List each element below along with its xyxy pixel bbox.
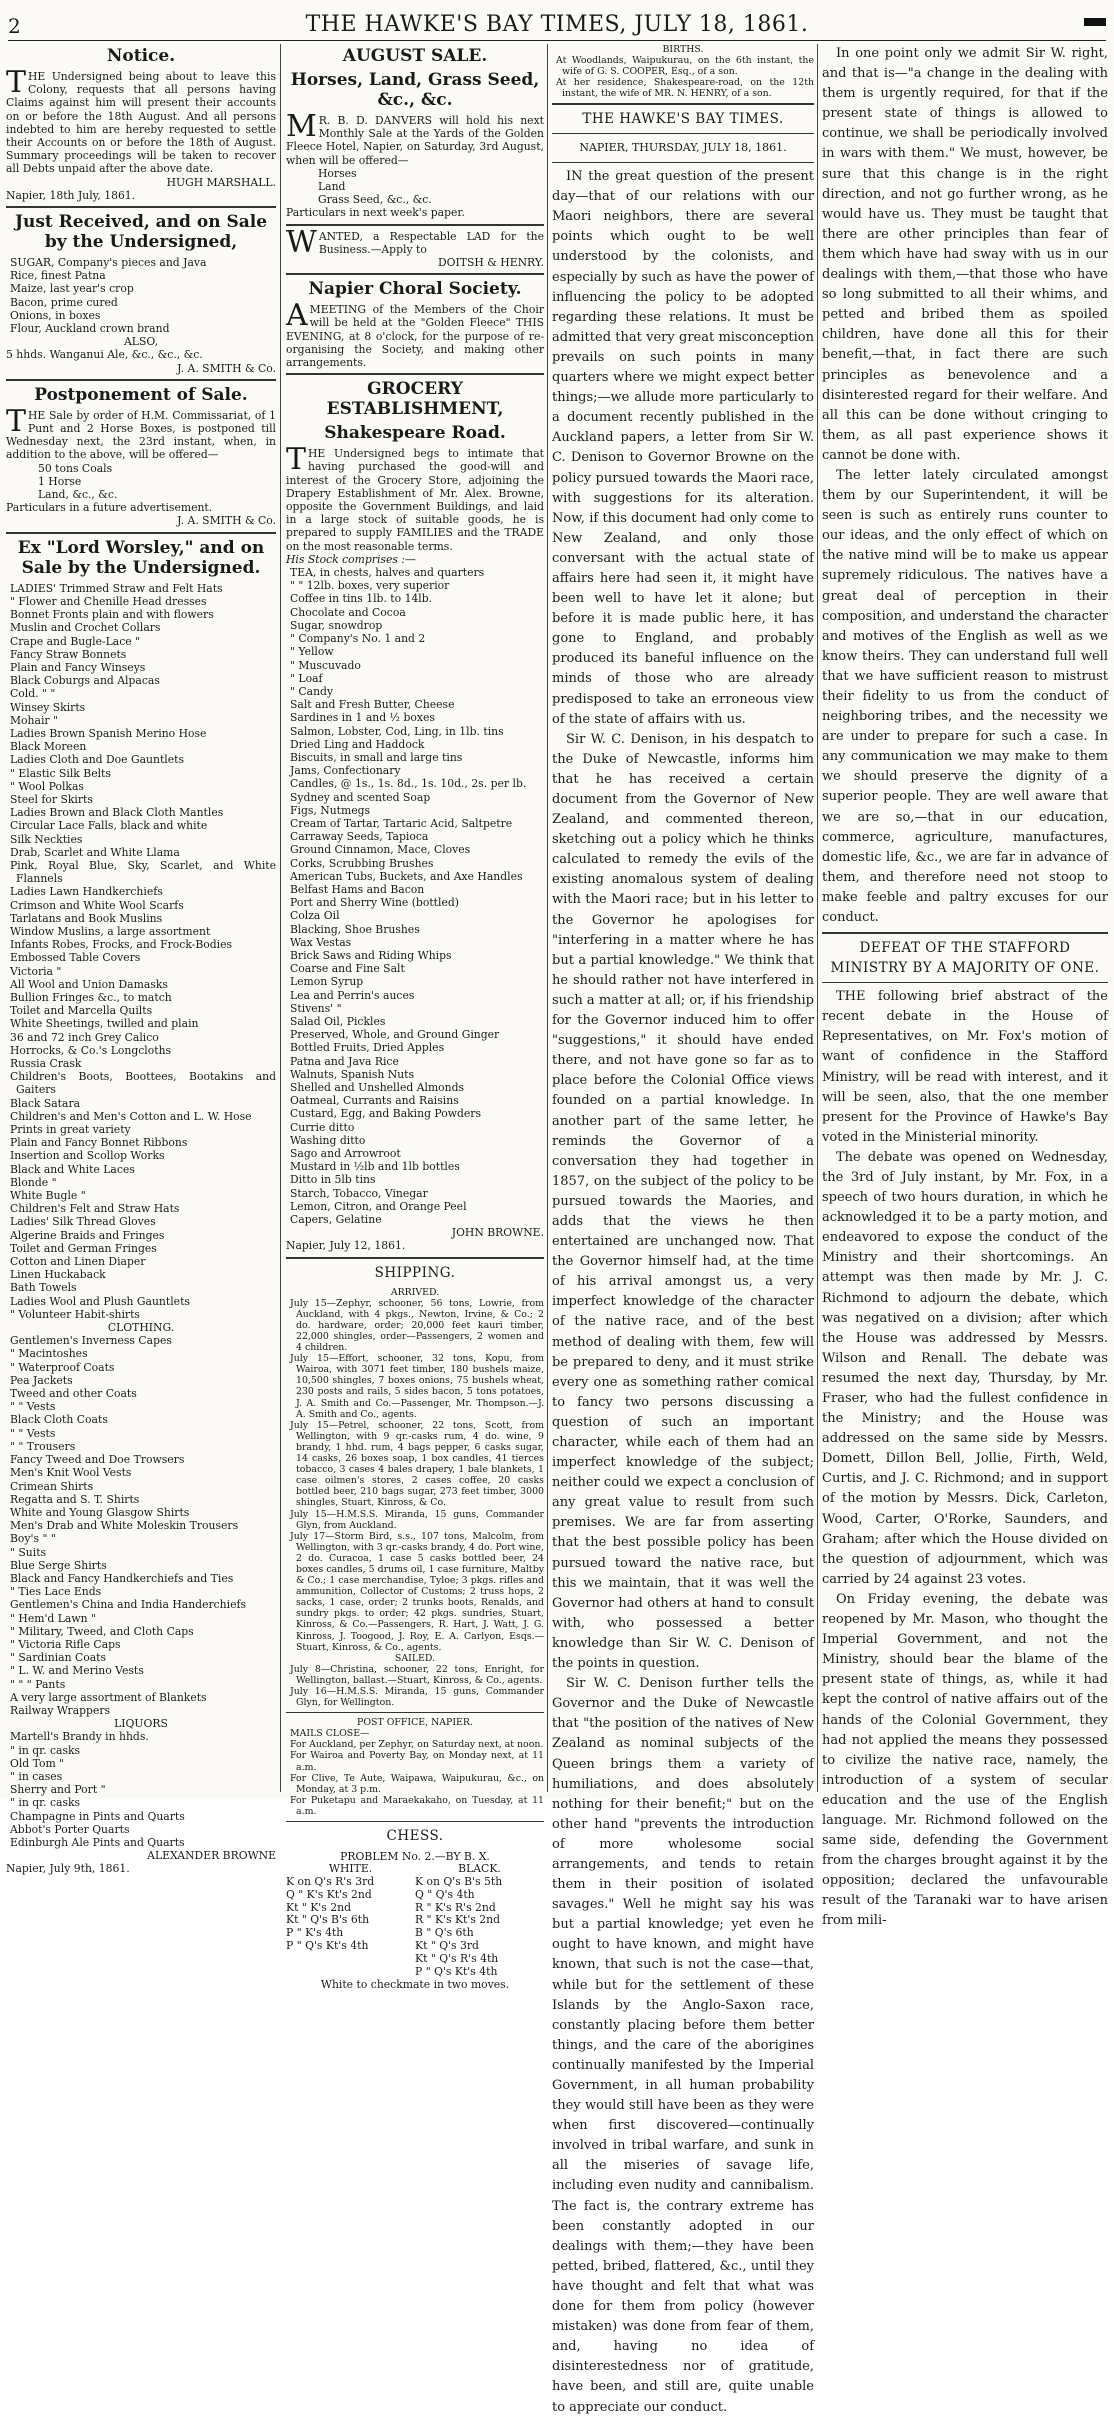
list-item: Figs, Nutmegs (290, 803, 371, 817)
list-item: Mustard in ½lb and 1lb bottles (290, 1160, 460, 1174)
list-item: " Victoria Rifle Caps (10, 1637, 121, 1651)
list-item: Ladies Brown and Black Cloth Mantles (10, 806, 224, 820)
postponement-ad (6, 385, 276, 528)
list-item: Muslin and Crochet Collars (10, 621, 161, 635)
list-item: Coffee in tins 1lb. to 14lb. (290, 592, 433, 606)
postponement-footer: Particulars in a future advertisement. (6, 501, 213, 515)
chess-black-piece: P " Q's Kt's 4th (415, 1964, 498, 1978)
chess-white-piece: P " K's 4th (286, 1926, 344, 1940)
list-item: Winsey Skirts (10, 700, 86, 714)
newspaper-title: THE HAWKE'S BAY TIMES, JULY 18, 1861. (305, 12, 809, 37)
page-number: 2 (8, 14, 21, 38)
editorial-dateline: NAPIER, THURSDAY, JULY 18, 1861. (579, 141, 787, 154)
just-received-heading: Just Received, and on Sale by the Undersigned, (14, 212, 268, 253)
list-item: Fancy Tweed and Doe Trowsers (10, 1453, 185, 1467)
divider (6, 532, 276, 534)
divider (286, 224, 544, 226)
list-item: Bottled Fruits, Dried Apples (290, 1041, 445, 1055)
list-item: 50 tons Coals (38, 461, 113, 475)
list-item: A very large assortment of Blankets (10, 1690, 207, 1704)
list-item: Sherry and Port " (10, 1783, 106, 1797)
list-item: " Sardinian Coats (10, 1651, 107, 1665)
list-item: Ladies Lawn Handkerchiefs (10, 885, 163, 899)
chess-move-row (286, 1876, 544, 1889)
list-item: Starch, Tobacco, Vinegar (290, 1186, 428, 1200)
column-divider (547, 44, 548, 1792)
list-item: Cream of Tartar, Tartaric Acid, Saltpetre (290, 816, 513, 830)
list-item: " " Vests (10, 1426, 56, 1440)
list-item: Sardines in 1 and ½ boxes (290, 711, 435, 725)
list-item: " in qr. casks (10, 1796, 81, 1810)
column-1 (6, 44, 276, 1876)
list-item: Bullion Fringes &c., to match (10, 990, 172, 1004)
list-item: Plain and Fancy Bonnet Ribbons (10, 1136, 188, 1150)
list-item: Russia Crask (10, 1057, 82, 1070)
list-item: Horrocks, & Co.'s Longcloths (10, 1043, 172, 1057)
column-3 (552, 44, 814, 2415)
list-item: Chocolate and Cocoa (290, 605, 406, 619)
choral-heading: Napier Choral Society. (308, 279, 522, 300)
list-item: Toilet and German Fringes (10, 1241, 157, 1255)
editorial-paragraph: In one point only we admit Sir W. right, and that is—"a change in the dealing with them is urgently required, for that if the present state of things is allowed to continue, we shall be periodically involved in wars with them." We must, however, be sure that this change is in the right direction, and not go further wrong, as he would have us. They must be taught that there are other principles than fear of them which have had sway with us in our dealings with them,—that those who have so long submitted to all their whims, and petted and bribed them as spoiled children, have done all this for their benefit,—that, in fact there are such principles as benevolence and a disinterested regard for their welfare. And all this can be done without cringing to them, as all past experience shows it cannot be done with. (822, 46, 1108, 463)
list-item: Stivens' " (290, 1001, 342, 1015)
editorial-paragraph: Sir W. C. Denison further tells the Governor and the Duke of Newcastle that "the position of the natives of New Zealand as nominal subjects of the Queen brings them a variety of humiliations, and does absolutely nothing for their benefit;" but on the other hand "prevents the introduction of more wholesome social arrangements, and tends to retain them in their position of isolated savages." Well he might say his was but a partial knowledge; yet even he ought to have known, and might have known, that such is not the case—that, while but for the settlement of these Islands by the Anglo-Saxon race, constantly placing before them better things, and the care of the aborigines continually manifested by the Imperial Government, in all human probability they would still have been as they were when first discovered—continually involved in tribal warfare, and sunk in all the miseries of savage life, including even nudity and cannibalism. The fact is, the contrary extreme has been constantly adopted in our dealings with them;—they have been petted, bribed, flattered, &c., until they have thought and felt that what was done for them from policy (however mistaken) was done from fear of them, and, having no idea of disinterestedness nor of gratitude, have been, and still are, quite unable to appreciate our conduct. (552, 1676, 814, 2415)
postponement-body: THE Sale by order of H.M. Commissariat, of 1 Punt and 2 Horse Boxes, is postponed till Wednesday next, the 23rd instant, when, in addition to the above, will be offered— (6, 403, 276, 462)
list-item: Pink, Royal Blue, Sky, Scarlet, and White Flannels (10, 858, 276, 886)
divider (286, 273, 544, 275)
column-divider (817, 44, 818, 1792)
grocery-heading: GROCERY ESTABLISHMENT, (326, 379, 504, 420)
chess-black-piece: Q " Q's 4th (415, 1887, 475, 1901)
list-item: Bacon, prime cured (10, 295, 118, 309)
chess-white-label: WHITE. (328, 1862, 373, 1876)
list-item: LADIES' Trimmed Straw and Felt Hats (10, 581, 223, 595)
list-item: " in cases (10, 1769, 63, 1783)
divider (6, 206, 276, 208)
list-item: Colza Oil (290, 909, 340, 923)
list-item: Black and Fancy Handkerchiefs and Ties (10, 1571, 234, 1585)
list-item: Black Satara (10, 1096, 81, 1110)
list-item: Window Muslins, a large assortment (10, 924, 211, 938)
list-item: " Volunteer Habit-shirts (10, 1307, 140, 1321)
arrived-label: ARRIVED. (390, 1286, 440, 1298)
list-item: Corks, Scrubbing Brushes (290, 856, 434, 870)
notice-dateline: Napier, 18th July, 1861. (6, 188, 136, 202)
list-item: " Macintoshes (10, 1347, 88, 1361)
top-rule (8, 40, 1106, 41)
sailed-label: SAILED. (394, 1652, 436, 1664)
list-item: Carraway Seeds, Tapioca (290, 830, 429, 844)
list-item: Brick Saws and Riding Whips (290, 948, 452, 962)
births-section (552, 44, 814, 99)
list-item: " " 12lb. boxes, very superior (290, 579, 450, 593)
births-heading: BIRTHS. (662, 44, 704, 55)
list-item: Washing ditto (290, 1133, 366, 1147)
list-item: Salad Oil, Pickles (290, 1014, 386, 1028)
list-item: Gentlemen's China and India Handerchiefs (10, 1598, 246, 1612)
list-item: Black Cloth Coats (10, 1413, 108, 1427)
post-office-line: For Puketapu and Maraekakaho, on Tuesday, at 11 a.m. (290, 1794, 544, 1817)
clothing-heading: CLOTHING. (107, 1321, 175, 1335)
list-item: Steel for Skirts (10, 792, 93, 806)
sailed-list (286, 1664, 544, 1708)
list-item: Salt and Fresh Butter, Cheese (290, 698, 455, 712)
grocery-dateline: Napier, July 12, 1861. (286, 1239, 406, 1253)
masthead (0, 8, 1114, 40)
list-item: " " " Pants (10, 1677, 66, 1691)
list-item: White and Young Glasgow Shirts (10, 1505, 190, 1519)
choral-ad (286, 279, 544, 369)
list-item: Prints in great variety (10, 1123, 131, 1137)
defeat-article (822, 987, 1108, 1931)
chess-black-piece: Kt " Q's R's 4th (415, 1951, 499, 1965)
list-item: Land, &c., &c. (38, 488, 118, 502)
chess-problem: PROBLEM No. 2.—BY B. X. (340, 1850, 490, 1864)
list-item: Infants Robes, Frocks, and Frock-Bodies (10, 938, 233, 952)
arrived-list (286, 1298, 544, 1653)
list-item: Sydney and scented Soap (290, 790, 431, 804)
shipping-entry: July 15—Effort, schooner, 32 tons, Kopu, from Wairoa, with 3071 feet timber, 180 bushels maize, 10,500 shingles, 7 boxes onions, 75 bushels wheat, 230 posts and rails, 5 sides bacon, 5 tons potatoes, J. A. Smith and Co.—Passenger, Mr. Thompson.—J. A. Smith and Co., agents. (290, 1353, 544, 1420)
list-item: Gentlemen's Inverness Capes (10, 1334, 172, 1348)
list-item: Black and White Laces (10, 1162, 135, 1176)
list-item: Lemon Syrup (290, 975, 364, 989)
list-item: Insertion and Scollop Works (10, 1149, 165, 1163)
list-item: Cotton and Linen Diaper (10, 1255, 146, 1269)
divider (286, 1821, 544, 1822)
chess-heading: CHESS. (386, 1828, 444, 1845)
choral-body: AMEETING of the Members of the Choir will be held at the "Golden Fleece" THIS EVENING, at 8 o'clock, for the purpose of re-organising the Society, and making other arrangements. (286, 298, 544, 370)
grocery-list (286, 566, 544, 1226)
list-item: Ladies Wool and Plush Gauntlets (10, 1294, 190, 1308)
lord-worsley-dateline: Napier, July 9th, 1861. (6, 1862, 130, 1876)
list-item: Children's Boots, Boottees, Bootakins and Gaiters (10, 1070, 276, 1097)
shipping-entry: July 15—Petrel, schooner, 22 tons, Scott, from Wellington, with 9 qr.-casks rum, 4 do. wine, 9 brandy, 1 hhd. rum, 4 bags pepper, 6 casks sugar, 14 casks, 26 boxes soap, 1 box candles, 41 tierces tobacco, 3 cases 4 bales drapery, 1 bale blankets, 1 case oilmen's stores, 2 cases coffee, 20 casks bottled beer, 210 bags sugar, 273 feet timber, 3000 shingles, Stuart, Kinross, & Co. (290, 1419, 544, 1509)
list-item: " L. W. and Merino Vests (10, 1664, 144, 1678)
grocery-stock-label: His Stock comprises :— (286, 552, 416, 566)
list-item: All Wool and Union Damasks (10, 977, 168, 991)
list-item: Martell's Brandy in hhds. (10, 1730, 149, 1744)
list-item: Preserved, Whole, and Ground Ginger (290, 1028, 500, 1042)
august-sale-ad (286, 46, 544, 220)
list-item: Silk Neckties (10, 832, 83, 846)
list-item: Land (318, 180, 346, 194)
list-item: Lea and Perrin's auces (290, 988, 415, 1002)
list-item: Lemon, Citron, and Orange Peel (290, 1199, 467, 1213)
list-item: " Military, Tweed, and Cloth Caps (10, 1624, 194, 1638)
defeat-paragraph: THE following brief abstract of the recent debate in the House of Representatives, on Mr. Fox's motion of want of confidence in the Stafford Ministry, will be read with interest, and it will be seen, also, that the one member present for the Province of Hawke's Bay voted in the Ministerial minority. (822, 989, 1108, 1145)
divider (822, 932, 1108, 934)
defeat-paragraph: On Friday evening, the debate was reopened by Mr. Mason, who thought the Imperial Government, and not the Ministry, should bear the blame of the present state of things, as, while it had kept the control of native affairs out of the hands of the Colonial Government, they had not applied the means they possessed to civilize the native race, namely, the introduction of a system of secular education and the use of the English language. Mr. Richmond followed on the same side, defending the Government from the charges brought against it by the opposition; declared the unfavourable result of the Taranaki war to have arisen from mili- (822, 1591, 1108, 1929)
shipping-entry: July 16—H.M.S.S. Miranda, 15 guns, Commander Glyn, for Wellington. (290, 1686, 544, 1709)
list-item: Edinburgh Ale Pints and Quarts (10, 1835, 185, 1849)
just-received-extra: 5 hhds. Wanganui Ale, &c., &c., &c. (6, 348, 203, 362)
list-item: Algerine Braids and Fringes (10, 1228, 165, 1242)
list-item: Belfast Hams and Bacon (290, 882, 425, 896)
list-item: Crimean Shirts (10, 1479, 94, 1493)
list-item: Men's Knit Wool Vests (10, 1466, 132, 1480)
list-item: " Waterproof Coats (10, 1360, 115, 1374)
list-item: " Company's No. 1 and 2 (290, 632, 426, 646)
shipping-heading: SHIPPING. (374, 1264, 456, 1281)
list-item: Pea Jackets (10, 1373, 73, 1387)
list-item: Ditto in 5lb tins (290, 1173, 376, 1187)
lord-worsley-heading: Ex "Lord Worsley," and on Sale by the Undersigned. (17, 537, 265, 578)
chess-white-piece (286, 1953, 415, 1966)
list-item: Crape and Bugle-Lace " (10, 634, 141, 648)
post-office-line: For Auckland, per Zephyr, on Saturday next, at noon. (290, 1739, 544, 1751)
list-item: Mohair " (10, 713, 58, 727)
lord-worsley-signature: ALEXANDER BROWNE (147, 1849, 276, 1863)
list-item: Patna and Java Rice (290, 1054, 399, 1068)
list-item: " Elastic Silk Belts (10, 766, 111, 780)
list-item: Children's Felt and Straw Hats (10, 1202, 180, 1216)
chess-white-piece: Q " K's Kt's 2nd (286, 1887, 372, 1901)
list-item: White Sheetings, twilled and plain (10, 1017, 199, 1031)
list-item: Ladies Brown Spanish Merino Hose (10, 726, 207, 740)
list-item: " Hem'd Lawn " (10, 1611, 96, 1625)
defeat-heading: DEFEAT OF THE STAFFORD MINISTRY BY A MAJORITY OF ONE. (830, 940, 1100, 977)
list-item: Circular Lace Falls, black and white (10, 819, 208, 833)
list-item: Maize, last year's crop (10, 282, 134, 296)
list-item: Port and Sherry Wine (bottled) (290, 896, 459, 910)
chess-black-piece: R " K's Kt's 2nd (415, 1913, 501, 1927)
list-item: " Yellow (290, 645, 334, 659)
notice-body: THE Undersigned being about to leave this Colony, requests that all persons having Claims against him will present their accounts on or before the 18th August. And all persons indebted to him are hereby requested to settle their Accounts on or before the 18th of August. Summary proceedings will be taken to recover all Debts unpaid after the above date. (6, 65, 276, 176)
wanted-ad (286, 224, 544, 270)
list-item: Capers, Gelatine (290, 1213, 382, 1227)
divider (6, 379, 276, 381)
editorial-paragraph: The letter lately circulated amongst them by our Superintendent, it will be seen is such as entirely runs counter to our ideas, and the only effect of which on the native mind will be to make us appear supremely ridiculous. The natives have a great deal of perception in their composition, and understand the character and motives of the English as well as we know theirs. They can understand full well that we have sufficient reason to mistrust their fidelity to us from the conduct of neighboring tribes, and the necessity we are under to prepare for such a case. In any communication we may make to them we should preserve the dignity of a superior people. They are well aware that we are so,—that in our education, commerce, agriculture, manufactures, domestic life, &c., we are far in advance of them, and therefore need not stoop to make feeble and paltry excuses for our conduct. (822, 467, 1108, 926)
editorial-article (552, 167, 814, 2418)
list-item: Blue Serge Shirts (10, 1558, 107, 1572)
list-item: " " Trousers (10, 1439, 76, 1453)
shipping-entry: July 17—Storm Bird, s.s., 107 tons, Malcolm, from Wellington, with 3 qr.-casks brandy, 4 do. Port wine, 2 do. Curacoa, 1 case 5 casks bottled beer, 24 boxes candles, 5 drums oil, 1 case furniture, Maltby & Co.; 1 case merchandise, Tyloe; 3 pkgs. rifles and ammunition, Collector of Customs; 2 truss hops, 2 sacks, 1 case, order; 2 trunks boots, Renalds, and sundry pkgs. to order; 42 pkgs. sundries, Stuart, Kinross, & Co.—Passengers, R. Hart, J. Watt, J. G. Kinross, J. Toogood, J. Roy, E. A. Carlyon, Esqs.—Stuart, Kinross, & Co., agents. (290, 1530, 544, 1653)
list-item: " Muscuvado (290, 658, 361, 672)
list-item: Ladies' Silk Thread Gloves (10, 1215, 156, 1229)
column-divider (280, 44, 281, 1792)
list-item: Abbot's Porter Quarts (10, 1822, 130, 1836)
wanted-signature: DOITSH & HENRY. (438, 256, 544, 270)
corner-mark (1084, 18, 1106, 26)
column-4 (822, 44, 1108, 1929)
birth-entry: At her residence, Shakespeare-road, on the 12th instant, the wife of MR. N. HENRY, of a son. (556, 77, 814, 99)
births-list (552, 55, 814, 99)
list-item: TEA, in chests, halves and quarters (290, 566, 485, 580)
chess-rows (286, 1876, 544, 1978)
divider (552, 133, 814, 134)
lord-worsley-list (6, 582, 276, 1321)
list-item: 36 and 72 inch Grey Calico (10, 1030, 159, 1044)
shipping-entry: July 8—Christina, schooner, 22 tons, Enright, for Wellington, ballast.—Stuart, Kinross, & Co., agents. (290, 1663, 544, 1686)
list-item: Bath Towels (10, 1281, 77, 1295)
grocery-ad (286, 379, 544, 1252)
list-item: Sugar, snowdrop (290, 618, 383, 632)
list-item: American Tubs, Buckets, and Axe Handles (290, 869, 523, 883)
list-item: Old Tom " (10, 1756, 65, 1770)
list-item: Children's and Men's Cotton and L. W. Hose (10, 1109, 252, 1123)
list-item: Oatmeal, Currants and Raisins (290, 1094, 459, 1108)
chess-move-row (286, 1953, 544, 1966)
notice-ad (6, 46, 276, 202)
postponement-signature: J. A. SMITH & Co. (177, 514, 276, 528)
list-item: Victoria " (10, 964, 62, 978)
divider (286, 1257, 544, 1259)
chess-move-row (286, 1940, 544, 1953)
liquors-heading: LIQUORS (114, 1717, 168, 1731)
chess-white-piece (286, 1966, 415, 1979)
list-item: Ladies Cloth and Doe Gauntlets (10, 753, 185, 767)
list-item: Tweed and other Coats (10, 1387, 137, 1401)
editorial-paragraph: IN the great question of the present day—that of our relations with our Maori neighbors, there are several points which ought to be well understood by the colonists, and especially by such as have the power of influencing the policy to be adopted regarding these relations. It must be admitted that very great misconception prevails on such points in many quarters where we might expect better things;—we allude more particularly to a document recently published in the Auckland papers, a letter from Sir W. C. Denison to Governor Browne on the policy pursued towards the Maori race, with suggestions for its alteration. Now, if this document had only come to New Zealand, and only those conversant with the actual state of affairs here had seen it, it might have been well to have let it alone; but before it is made public here, it has gone to England, and probably produced its baneful influence on the minds of those who are already predisposed to take an erroneous view of the state of affairs with us. (552, 169, 814, 727)
just-received-signature: J. A. SMITH & Co. (177, 361, 276, 375)
postponement-heading: Postponement of Sale. (34, 384, 248, 405)
list-item: Toilet and Marcella Quilts (10, 1004, 153, 1018)
chess-move-row (286, 1966, 544, 1979)
list-item: Black Moreen (10, 740, 87, 754)
list-item: Dried Ling and Haddock (290, 737, 425, 751)
august-sale-footer: Particulars in next week's paper. (286, 206, 465, 220)
grocery-subheading: Shakespeare Road. (324, 423, 506, 444)
post-office-list (286, 1728, 544, 1817)
list-item: " Flower and Chenille Head dresses (10, 594, 207, 608)
grocery-body: THE Undersigned begs to intimate that having purchased the good-will and interest of the Grocery Store, adjoining the Drapery Establishment of Mr. Alex. Browne, opposite the Government Buildings, and laid in a large stock of suitable goods, he is prepared to supply FAMILIES and the TRADE on the most reasonable terms. (286, 442, 544, 553)
list-item: Onions, in boxes (10, 308, 101, 322)
list-item: Ground Cinnamon, Mace, Cloves (290, 843, 471, 857)
list-item: " Candy (290, 684, 334, 698)
editorial-paper-name: THE HAWKE'S BAY TIMES. (582, 111, 784, 127)
list-item: Cold. " " (10, 687, 56, 701)
list-item: Crimson and White Wool Scarfs (10, 898, 184, 912)
list-item: " Wool Polkas (10, 779, 84, 793)
editorial-paragraph: Sir W. C. Denison, in his despatch to the Duke of Newcastle, informs him that he has received a certain document from the Governor of New Zealand, and commented thereon, sketching out a policy which he thinks calculated to remedy the evils of the existing anomalous system of dealing with the Maori race; but in his letter to the Governor he apologises for "interfering in a matter where he has but a partial knowledge." We think that he should rather not have interfered in such a matter at all; or, if his friendship for the Governor induced him to offer "suggestions," it should have ended there, and not have gone so far as to place before the Colonial Office views founded on a partial knowledge. In another part of the same letter, he reminds the Governor of a conversation they had together in 1857, on the subject of the policy to be pursued towards the Maories, and adds that the views he then entertained are unchanged now. That the Governor himself had, at the time of his arrival amongst us, a very imperfect knowledge of the character of the native race, and of the best method of dealing with them, few will be prepared to deny, and it must strike every one as something rather comical to fancy two persons discussing a question of such an important character, while each of them had an imperfect knowledge of the subject; neither could we expect a conclusion of any great value to result from such premises. We are far from asserting that the best possible policy has been pursued toward the native race, but this we maintain, that it was well the Governor had others at hand to consult with, who possessed a better knowledge than Sir W. C. Denison of the points in question. (552, 731, 814, 1672)
just-received-ad (6, 212, 276, 375)
post-office-line: For Wairoa and Poverty Bay, on Monday next, at 11 a.m. (290, 1750, 544, 1773)
list-item: White Bugle " (10, 1189, 86, 1203)
list-item: " Loaf (290, 671, 323, 685)
chess-white-piece: Kt " Q's B's 6th (286, 1913, 370, 1927)
list-item: " Ties Lace Ends (10, 1585, 102, 1599)
just-received-also: ALSO, (123, 335, 158, 349)
list-item: Grass Seed, &c., &c. (318, 193, 432, 207)
shipping-entry: July 15—H.M.S.S. Miranda, 15 guns, Commander Glyn, from Auckland. (290, 1508, 544, 1531)
list-item: Flour, Auckland crown brand (10, 322, 170, 336)
list-item: Plain and Fancy Winseys (10, 660, 146, 674)
lord-worsley-ad (6, 538, 276, 1876)
chess-black-piece: R " K's R's 2nd (415, 1900, 496, 1914)
list-item: Blonde " (10, 1175, 57, 1189)
list-item: Walnuts, Spanish Nuts (290, 1067, 415, 1081)
list-item: Bonnet Fronts plain and with flowers (10, 608, 214, 622)
chess-black-piece: Kt " Q's 3rd (415, 1939, 479, 1953)
post-office-line: For Clive, Te Aute, Waipawa, Waipukurau, &c., on Monday, at 3 p.m. (290, 1772, 544, 1795)
divider (822, 982, 1108, 983)
clothing-list (6, 1334, 276, 1717)
post-office-heading: POST OFFICE, NAPIER. (357, 1717, 473, 1729)
list-item: Embossed Table Covers (10, 951, 141, 965)
list-item: Custard, Egg, and Baking Powders (290, 1107, 482, 1121)
list-item: Rice, finest Patna (10, 269, 106, 283)
list-item: Blacking, Shoe Brushes (290, 922, 420, 936)
chess-black-label: BLACK. (458, 1862, 501, 1876)
chess-black-piece: K on Q's B's 5th (415, 1875, 503, 1889)
list-item: Drab, Scarlet and White Llama (10, 845, 180, 859)
list-item: " " Vests (10, 1400, 56, 1414)
august-sale-subheading: Horses, Land, Grass Seed, &c., &c. (290, 70, 540, 110)
list-item: Horses (318, 166, 357, 180)
list-item: Shelled and Unshelled Almonds (290, 1081, 465, 1094)
list-item: Regatta and S. T. Shirts (10, 1492, 140, 1506)
list-item: Black Coburgs and Alpacas (10, 674, 160, 688)
editorial-continued (822, 44, 1108, 928)
list-item: " in qr. casks (10, 1743, 81, 1757)
birth-entry: At Woodlands, Waipukurau, on the 6th instant, the wife of G. S. COOPER, Esq., of a son. (556, 55, 814, 77)
post-office-line: MAILS CLOSE— (290, 1728, 370, 1740)
chess-section (286, 1826, 544, 1992)
list-item: Linen Huckaback (10, 1268, 106, 1282)
just-received-list (6, 256, 276, 335)
list-item: Sago and Arrowroot (290, 1147, 401, 1161)
divider (286, 1712, 544, 1713)
list-item: 1 Horse (38, 474, 82, 488)
notice-heading: Notice. (106, 46, 176, 66)
divider (552, 162, 814, 163)
wanted-body: WANTED, a Respectable LAD for the Business.—Apply to (286, 224, 544, 260)
list-item: Biscuits, in small and large tins (290, 750, 463, 764)
chess-footer: White to checkmate in two moves. (320, 1978, 510, 1992)
shipping-entry: July 15—Zephyr, schooner, 56 tons, Lowrie, from Auckland, with 4 pkgs., Newton, Irvine, & Co.; 2 do. hardware, order; 20,000 feet kauri timber, 22,000 shingles, order—Passengers, 2 women and 4 children. (290, 1297, 544, 1354)
list-item: Coarse and Fine Salt (290, 962, 405, 976)
august-sale-heading: AUGUST SALE. (342, 46, 488, 66)
list-item: Salmon, Lobster, Cod, Ling, in 1lb. tins (290, 724, 504, 738)
divider (286, 373, 544, 375)
shipping-section (286, 1263, 544, 1709)
list-item: Champagne in Pints and Quarts (10, 1809, 185, 1823)
notice-signature: HUGH MARSHALL. (166, 175, 276, 189)
august-sale-list (286, 167, 544, 207)
august-sale-body: MR. B. D. DANVERS will hold his next Monthly Sale at the Yards of the Golden Fleece Hotel, Napier, on Saturday, 3rd August, when will be offered— (286, 109, 544, 167)
list-item: " Suits (10, 1545, 47, 1559)
list-item: Tarlatans and Book Muslins (10, 911, 163, 925)
list-item: Boy's " " (10, 1532, 56, 1546)
list-item: SUGAR, Company's pieces and Java (10, 256, 207, 270)
chess-move-row (286, 1889, 544, 1902)
postponement-list (6, 462, 276, 502)
chess-white-piece: Kt " K's 2nd (286, 1900, 351, 1914)
list-item: Wax Vestas (290, 935, 352, 949)
list-item: Men's Drab and White Moleskin Trousers (10, 1519, 239, 1533)
chess-white-piece: P " Q's Kt's 4th (286, 1939, 369, 1953)
chess-white-piece: K on Q's R's 3rd (286, 1875, 375, 1889)
list-item: Fancy Straw Bonnets (10, 647, 127, 661)
list-item: Jams, Confectionary (290, 764, 401, 778)
divider (552, 103, 814, 105)
list-item: Railway Wrappers (10, 1703, 111, 1717)
liquors-list (6, 1730, 276, 1849)
list-item: Candles, @ 1s., 1s. 8d., 1s. 10d., 2s. per lb. (290, 777, 527, 791)
chess-black-piece: B " Q's 6th (415, 1926, 474, 1940)
list-item: Currie ditto (290, 1120, 355, 1134)
column-2 (286, 44, 544, 1992)
grocery-signature: JOHN BROWNE. (451, 1226, 544, 1240)
defeat-paragraph: The debate was opened on Wednesday, the 3rd of July instant, by Mr. Fox, in a speech of two hours duration, in which he acknowledged it to be a party motion, and endeavored to expose the conduct of the Ministry and their shortcomings. An attempt was then made by Mr. J. C. Richmond to adjourn the debate, which was negatived on a division; after which the House was addressed by Messrs. Wilson and Renall. The debate was resumed the next day, Thursday, by Mr. Fraser, who had the fullest confidence in the Ministry; and the House was addressed on the same side by Messrs. Domett, Dillon Bell, Jollie, Firth, Weld, Curtis, and J. C. Richmond; and in support of the motion by Messrs. Dick, Carleton, Wood, Carter, O'Rorke, Saunders, and Graham; after which the House divided on the question of adjournment, which was carried by 24 against 23 votes. (822, 1149, 1108, 1587)
post-office-section (286, 1717, 544, 1817)
